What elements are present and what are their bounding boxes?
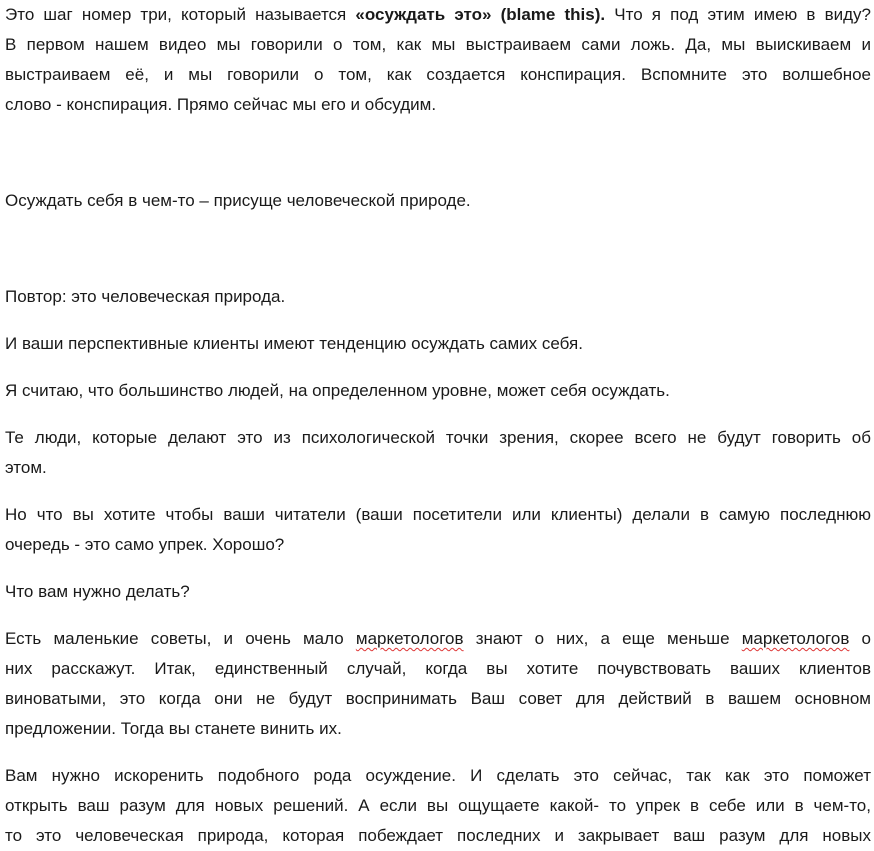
paragraph-clients — [5, 329, 871, 359]
text-line: Что вам нужно делать? — [5, 582, 190, 601]
text-run: знают о них, а еще меньше — [463, 629, 742, 648]
paragraph-spacing — [5, 607, 871, 624]
text-line: виноватыми, это когда они не будут воспринимать Ваш совет для действий в вашем основном — [5, 689, 871, 708]
text-line: Я считаю, что большинство людей, на определенном уровне, может себя осуждать. — [5, 381, 670, 400]
paragraph-spacing — [5, 312, 871, 329]
blank-space — [5, 120, 871, 186]
paragraph-most-people — [5, 376, 871, 406]
text-line: то это человеческая природа, которая побеждает последних и закрывает ваш разум для новых — [5, 826, 871, 845]
text-run: Что я под этим имею в виду? — [605, 5, 871, 24]
text-line — [5, 0, 871, 30]
text-line: предложении. Тогда вы станете винить их. — [5, 719, 342, 738]
blank-space — [5, 216, 871, 282]
text-line: очередь - это само упрек. Хорошо? — [5, 535, 285, 554]
paragraph-what-to-do — [5, 577, 871, 607]
text-line: слово - конспирация. Прямо сейчас мы его и обсудим. — [5, 95, 437, 114]
paragraph-human-nature — [5, 186, 871, 216]
spellcheck-word: маркетологов — [741, 629, 850, 648]
text-line — [5, 624, 871, 654]
text-line: них расскажут. Итак, единственный случай, когда вы хотите почувствовать ваших клиентов — [5, 659, 871, 678]
paragraph-spacing — [5, 744, 871, 761]
text-line: В первом нашем видео мы говорили о том, как мы выстраиваем сами ложь. Да, мы выискиваем и — [5, 35, 871, 54]
text-run: о — [849, 629, 871, 648]
paragraph-psychology — [5, 423, 871, 483]
spellcheck-word: маркетологов — [355, 629, 464, 648]
paragraph-spacing — [5, 560, 871, 577]
paragraph-repeat — [5, 282, 871, 312]
text-line: И ваши перспективные клиенты имеют тенденцию осуждать самих себя. — [5, 334, 583, 353]
paragraph-spacing — [5, 483, 871, 500]
text-line: Повтор: это человеческая природа. — [5, 287, 286, 306]
paragraph-spacing — [5, 359, 871, 376]
text-run: Это шаг номер три, который называется — [5, 5, 356, 24]
bold-text-run: «осуждать это» (blame this). — [355, 5, 606, 24]
text-line: Те люди, которые делают это из психологической точки зрения, скорее всего не будут говорить об — [5, 428, 871, 447]
paragraph-eradicate — [5, 761, 871, 851]
paragraph-step-three — [5, 0, 871, 120]
document-body — [5, 0, 871, 851]
text-line: открыть ваш разум для новых решений. А если вы ощущаете какой- то упрек в себе или в чем-то, — [5, 796, 871, 815]
text-line: Осуждать себя в чем-то – присуще человеческой природе. — [5, 191, 471, 210]
paragraph-readers — [5, 500, 871, 560]
text-line: Вам нужно искоренить подобного рода осуждение. И сделать это сейчас, так как это поможет — [5, 766, 871, 785]
paragraph-spacing — [5, 406, 871, 423]
text-line: выстраиваем её, и мы говорили о том, как создается конспирация. Вспомните это волшебное — [5, 65, 871, 84]
text-run: Есть маленькие советы, и очень мало — [5, 629, 356, 648]
text-line: этом. — [5, 458, 47, 477]
paragraph-tips — [5, 624, 871, 744]
text-line: Но что вы хотите чтобы ваши читатели (ваши посетители или клиенты) делали в самую последнюю — [5, 505, 871, 524]
